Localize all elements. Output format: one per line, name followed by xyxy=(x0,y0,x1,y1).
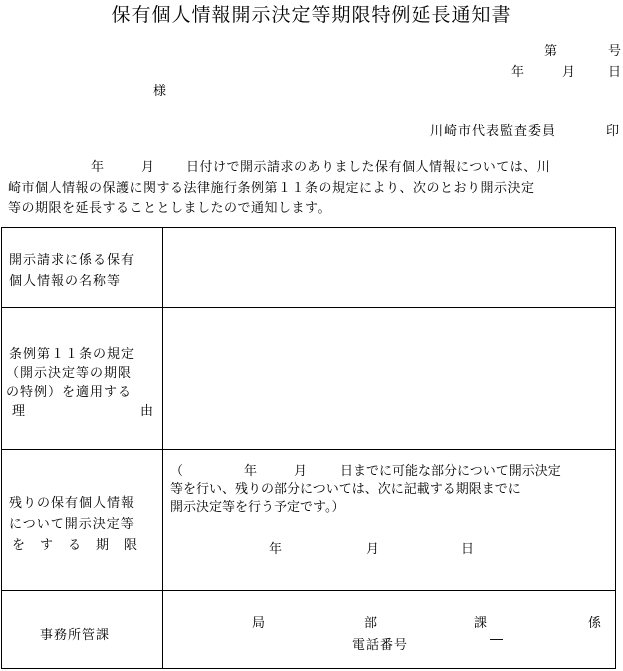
row4-bureau: 局 xyxy=(252,616,266,631)
issue-month: 月 xyxy=(562,65,576,80)
sender-name: 川崎市代表監査委員 xyxy=(430,124,557,139)
table-divider-1 xyxy=(1,307,616,308)
body-line-3: 等の期限を延長することとしましたので通知します。 xyxy=(8,201,331,216)
document-title: 保有個人情報開示決定等期限特例延長通知書 xyxy=(111,4,512,26)
row3-label-line-3: を す る 期 限 xyxy=(12,538,139,553)
row3-deadline-day: 日 xyxy=(461,542,475,557)
body-year: 年 xyxy=(91,160,105,175)
table-border-left xyxy=(1,227,2,669)
issue-day: 日 xyxy=(608,65,622,80)
row3-text-line-1: 日までに可能な部分について開示決定 xyxy=(340,464,561,479)
row4-phone-label: 電話番号 xyxy=(352,638,409,653)
row2-label-line-1: 条例第１１条の規定 xyxy=(9,347,136,362)
row3-text-line-3: 開示決定等を行う予定です。） xyxy=(170,500,345,515)
seal-mark: 印 xyxy=(606,124,620,139)
row3-deadline-month: 月 xyxy=(366,542,380,557)
body-line-1: 日付けで開示請求のありました保有個人情報については、川 xyxy=(186,160,551,175)
row3-text-line-2: 等を行い、残りの部分については、次に記載する期限までに xyxy=(170,482,521,497)
issue-year: 年 xyxy=(511,65,525,80)
number-prefix: 第 xyxy=(544,44,558,59)
row4-section: 課 xyxy=(474,616,488,631)
table-divider-3 xyxy=(1,590,616,591)
row4-unit: 係 xyxy=(588,616,602,631)
table-column-divider xyxy=(162,227,163,669)
row1-label-line-1: 開示請求に係る保有 xyxy=(9,253,136,268)
row3-year: 年 xyxy=(244,464,258,479)
table-border-right xyxy=(615,227,616,669)
row2-label-line-2: （開示決定等の期限 xyxy=(6,366,133,381)
row1-label-line-2: 個人情報の名称等 xyxy=(9,274,122,289)
row3-label-line-2: について開示決定等 xyxy=(9,517,135,532)
body-month: 月 xyxy=(141,160,155,175)
row4-department: 部 xyxy=(364,616,378,631)
row2-label-reason-1: 理 xyxy=(12,404,27,419)
row3-deadline-year: 年 xyxy=(269,542,283,557)
addressee-suffix: 様 xyxy=(153,84,167,99)
row3-label-line-1: 残りの保有個人情報 xyxy=(9,496,136,511)
table-divider-2 xyxy=(1,449,616,450)
row2-label-reason-2: 由 xyxy=(140,404,155,419)
number-suffix: 号 xyxy=(608,44,622,59)
row3-paren-open: （ xyxy=(170,464,184,479)
row4-phone-dash: ― xyxy=(490,632,503,647)
table-border-top xyxy=(1,227,616,228)
table-border-bottom xyxy=(1,668,616,669)
body-line-2: 崎市個人情報の保護に関する法律施行条例第１１条の規定により、次のとおり開示決定 xyxy=(8,181,535,196)
row4-label: 事務所管課 xyxy=(40,628,111,643)
row3-month: 月 xyxy=(294,464,308,479)
row2-label-line-3: の特例）を適用する xyxy=(6,385,133,400)
